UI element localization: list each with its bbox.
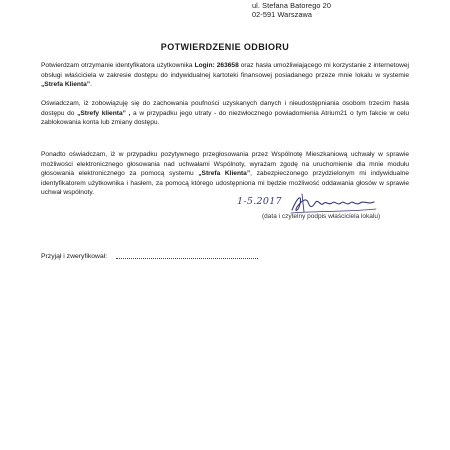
paragraph-confidentiality-text-b: a w przypadku jego utraty - do niezwłocznego powiadomienia Atrium21 o tym fakcie w celu zablokowania konta lub zmiany dostępu. [41,109,410,127]
system-name: „Strefa Klienta” [41,81,91,89]
address-city: 02-591 Warszawa [252,10,313,19]
paragraph-voting-text-b: , zabezpieczonego przydzielonym mi indywidualne identyfikatorem użytkownika i hasłem, za pomocą którego udostępniona mi będzie możliwość oddawania głosów w sprawie uchwał wspólnoty. [41,170,409,197]
paragraph-confirmation-text-a: Potwierdzam otrzymanie identyfikatora użytkownika [41,62,195,69]
paragraph-confirmation-text-b: oraz hasła umożliwiającego mi korzystanie z internetowej obsługi właściciela w zakresie dostępu do indywidualnej kartoteki finansowej posiadanego przeze mnie lokalu w systemie [41,62,410,79]
document-title: POTWIERDZENIE ODBIORU [160,42,290,52]
verification-dotted-line [116,258,258,259]
paragraph-confidentiality [41,99,409,128]
address-street: ul. Stefana Batorego 20 [252,1,331,10]
paragraph-confidentiality-text-a: Oświadczam, iż zobowiązuję się do zachowania poufności uzyskanych danych i nieudostępniania osobom trzecim hasła dostępu do [41,100,409,117]
signature-caption: (data i czytelny podpis właściciela lokalu) [262,213,381,220]
paragraph-confirmation-text-c: . [90,81,92,89]
verification-label: Przyjął i zweryfikował: [41,253,108,260]
paragraph-voting-text-a: Ponadto oświadczam, iż w przypadku pozytywnego przegłosowania przez Wspólnotę Mieszkaniową uchwały w sprawie możliwości elektronicznego głosowania nad uchwałami Wspólnoty, wyrażam zgodę na uruchomienie dla mnie modułu głosowania elektronicznego za pomocą systemu [41,151,409,178]
paragraph-confirmation [41,61,409,90]
login-value: Login: 263658 [194,62,239,69]
system-name-voting: „Strefa Klienta” [198,170,251,178]
handwritten-date: 1-5.2017 [237,196,282,207]
system-name-confidentiality: „Strefy klienta” , [77,109,131,117]
